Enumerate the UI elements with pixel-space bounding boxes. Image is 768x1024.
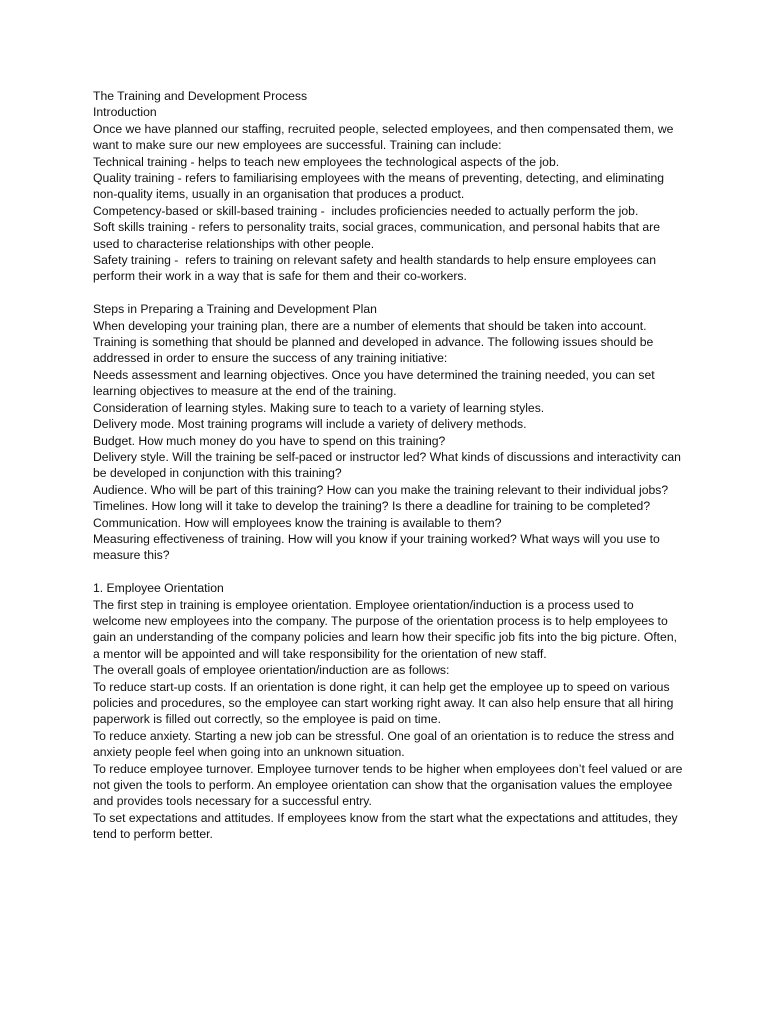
paragraph-gap [93, 285, 685, 301]
section-heading-employee-orientation: 1. Employee Orientation [93, 581, 224, 596]
document-title: The Training and Development Process [93, 89, 308, 103]
paragraph: Technical training - helps to teach new employees the technological aspects of the job. [93, 154, 560, 169]
paragraph: Soft skills training - refers to personality traits, social graces, communication, and personal habits that are used to characterise relationships with other people. [93, 220, 664, 251]
paragraph: When developing your training plan, there are a number of elements that should be taken into account. Training is something that should be planned and developed in advance. The following issues should be addressed in order to ensure the success of any training initiative: [93, 318, 657, 366]
paragraph: Quality training - refers to familiarising employees with the means of preventing, detecting, and eliminating non-quality items, usually in an organisation that produces a product. [93, 171, 668, 202]
paragraph: To reduce employee turnover. Employee turnover tends to be higher when employees don’t feel valued or are not given the tools to perform. An employee orientation can show that the organisation values the employee and provides tools necessary for a successful entry. [93, 761, 686, 809]
paragraph: The first step in training is employee orientation. Employee orientation/induction is a process used to welcome new employees into the company. The purpose of the orientation process is to help employees to gain an understanding of the company policies and learn how their specific job fits into the big picture. Often, a mentor will be appointed and will take responsibility for the orientation of new staff. [93, 597, 681, 661]
paragraph: The overall goals of employee orientation/induction are as follows: [93, 663, 450, 678]
paragraph: Competency-based or skill-based training - includes proficiencies needed to actually perform the job. [93, 203, 639, 218]
section-heading-introduction: Introduction [93, 105, 157, 120]
paragraph: Measuring effectiveness of training. How will you know if your training worked? What ways will you use to measure this? [93, 531, 664, 563]
paragraph: To set expectations and attitudes. If employees know from the start what the expectations and attitudes, they tend to perform better. [93, 810, 682, 842]
paragraph: Communication. How will employees know the training is available to them? [93, 515, 502, 530]
paragraph: Safety training - refers to training on relevant safety and health standards to help ensure employees can perform their work in a way that is safe for them and their co-workers. [93, 253, 660, 284]
document-body [93, 88, 685, 843]
paragraph: To reduce start-up costs. If an orientation is done right, it can help get the employee up to speed on various policies and procedures, so the employee can start working right away. It can also help ensure that all hiring paperwork is filled out correctly, so the employee is paid on time. [93, 679, 677, 727]
paragraph: To reduce anxiety. Starting a new job can be stressful. One goal of an orientation is to reduce the stress and anxiety people feel when going into an unknown situation. [93, 728, 678, 760]
paragraph: Budget. How much money do you have to spend on this training? [93, 433, 446, 448]
paragraph: Delivery mode. Most training programs will include a variety of delivery methods. [93, 417, 527, 432]
paragraph: Timelines. How long will it take to develop the training? Is there a deadline for training to be completed? [93, 499, 651, 514]
paragraph: Once we have planned our staffing, recruited people, selected employees, and then compensated them, we want to make sure our new employees are successful. Training can include: [93, 121, 677, 153]
paragraph: Needs assessment and learning objectives. Once you have determined the training needed, you can set learning objectives to measure at the end of the training. [93, 367, 659, 399]
paragraph: Delivery style. Will the training be self-paced or instructor led? What kinds of discussions and interactivity can be developed in conjunction with this training? [93, 449, 685, 481]
paragraph: Audience. Who will be part of this training? How can you make the training relevant to their individual jobs? [93, 482, 669, 497]
paragraph: Consideration of learning styles. Making sure to teach to a variety of learning styles. [93, 400, 545, 415]
section-heading-steps: Steps in Preparing a Training and Development Plan [93, 302, 377, 317]
paragraph-gap [93, 564, 685, 580]
